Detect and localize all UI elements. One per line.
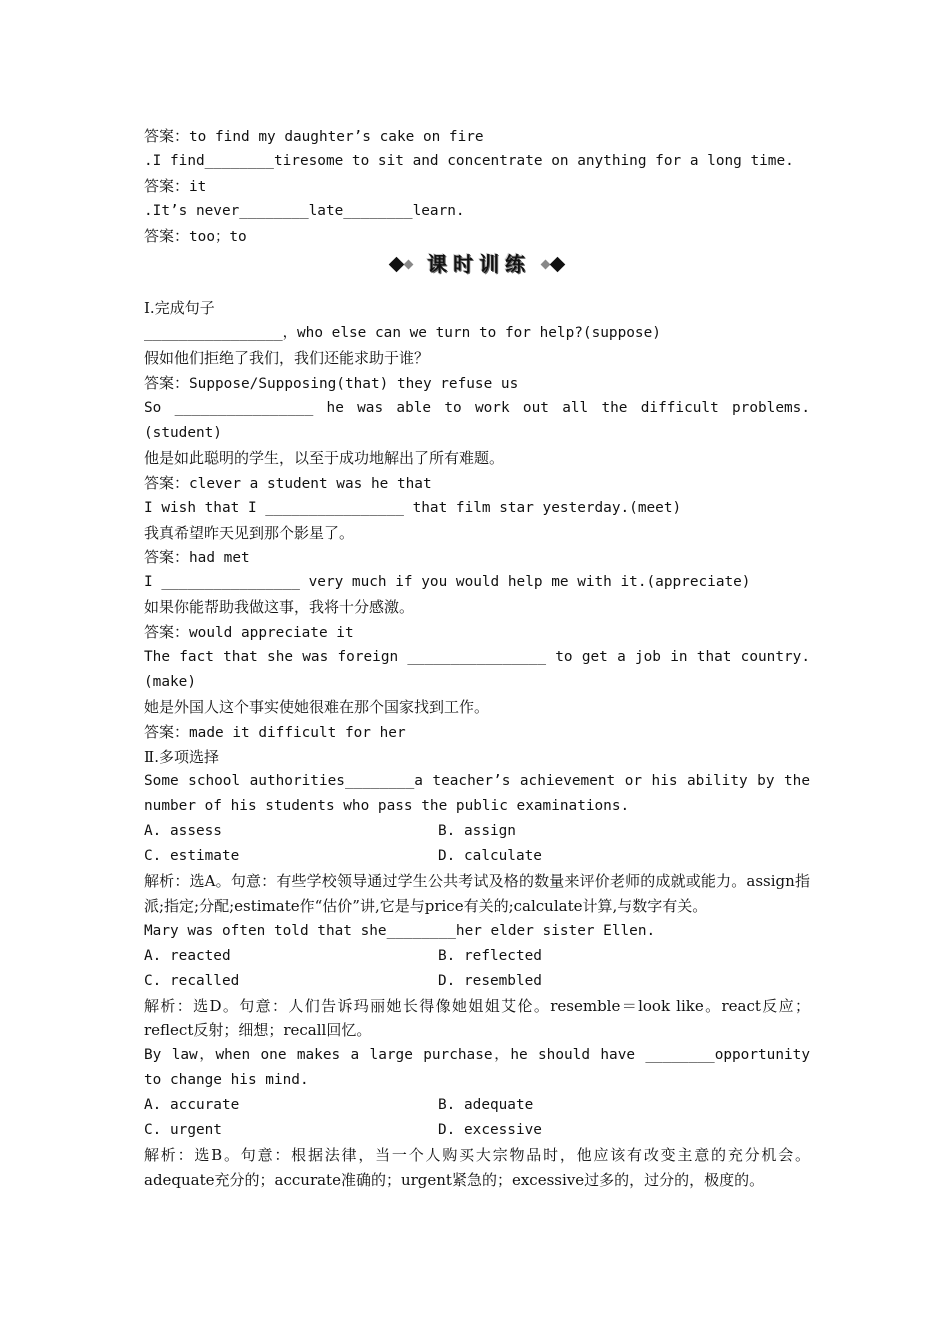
sentence-item [144,570,810,645]
sentence-translation: 我真希望昨天见到那个影星了。 [144,523,355,542]
option-c: C. estimate [144,848,240,865]
sentence-answer: 答案：would appreciate it [144,623,354,642]
option-b: B. assign [438,823,516,840]
option-a: A. accurate [144,1097,240,1114]
choice-question: By law，when one makes a large purchase，he should have ________opportunity to change his mind. [144,1047,810,1089]
option-c: C. recalled [144,972,240,989]
option-a: A. reacted [144,947,231,964]
option-c: C. urgent [144,1122,222,1139]
sentence-translation: 假如他们拒绝了我们，我们还能求助于谁？ [144,349,430,368]
sentence-question: I wish that I ________________ that film star yesterday.(meet) [144,499,682,516]
option-a: A. assess [144,823,222,840]
choice-options [144,969,810,994]
sentence-translation: 她是外国人这个事实使她很难在那个国家找到工作。 [144,697,490,716]
answer-line: 答案：to find my daughter’s cake on fire [144,127,484,145]
banner-title: 课时训练 [427,252,531,277]
sentence-item [144,645,810,745]
sentence-item [144,496,810,571]
diamond-icon [550,257,566,273]
section-heading: Ⅰ.完成句子 [144,299,215,318]
sentence-translation: 他是如此聪明的学生，以至于成功地解出了所有难题。 [144,448,505,467]
section-banner [144,250,810,282]
choice-options [144,1118,810,1143]
choice-question: Some school authorities________a teacher’s achievement or his ability by the number of his students who pass the public examinations. [144,773,810,815]
sentence-translation: 如果你能帮助我做这事，我将十分感激。 [144,598,415,617]
sentence-question: I ________________ very much if you would help me with it.(appreciate) [144,574,751,591]
choice-explanation: 解析：选D。句意：人们告诉玛丽她长得像她姐姐艾伦。resemble＝look like。react反应；reflect反射；细想；recall回忆。 [144,996,810,1040]
document-page [144,124,810,1193]
diamond-small-icon [404,260,414,270]
sentence-answer: 答案：had met [144,548,250,567]
diamond-icon [389,257,405,273]
sentence-answer: 答案：made it difficult for her [144,722,406,741]
choice-options [144,844,810,869]
answer-line: 答案：too；to [144,226,247,245]
choice-item [144,1043,810,1192]
sentence-question: The fact that she was foreign ________________ to get a job in that country.(make) [144,648,810,690]
question-line: .It’s never________late________learn. [144,202,465,219]
choice-explanation: 解析：选A。句意：有些学校领导通过学生公共考试及格的数量来评价老师的成就或能力。assign指派;指定;分配;estimate作“估价”讲,它是与price有关的;calculate计算,与数字有关。 [144,872,810,915]
answer-line: 答案：it [144,176,207,195]
sentence-answer: 答案：clever a student was he that [144,473,432,492]
sentence-question: ________________，who else can we turn to for help?(suppose) [144,325,661,342]
option-b: B. reflected [438,947,542,964]
choice-item [144,919,810,1043]
sentence-item [144,396,810,496]
option-d: D. excessive [438,1122,542,1139]
sentence-question: So ________________ he was able to work out all the difficult problems.(student) [144,400,810,441]
choice-options [144,944,810,969]
option-d: D. resembled [438,972,542,989]
choice-options [144,1093,810,1118]
question-line: .I find________tiresome to sit and concentrate on anything for a long time. [144,152,794,169]
section-heading: Ⅱ.多项选择 [144,747,219,766]
option-d: D. calculate [438,848,542,865]
diamond-small-icon [541,260,551,270]
choice-question: Mary was often told that she________her elder sister Ellen. [144,922,656,939]
sentence-answer: 答案：Suppose/Supposing(that) they refuse us [144,374,519,393]
choice-item [144,769,810,918]
sentence-item [144,321,810,396]
option-b: B. adequate [438,1097,534,1114]
choice-options [144,819,810,844]
choice-explanation: 解析：选B。句意：根据法律，当一个人购买大宗物品时，他应该有改变主意的充分机会。adequate充分的；accurate准确的；urgent紧急的；excessive过多的，过分的，极度的。 [144,1145,810,1189]
